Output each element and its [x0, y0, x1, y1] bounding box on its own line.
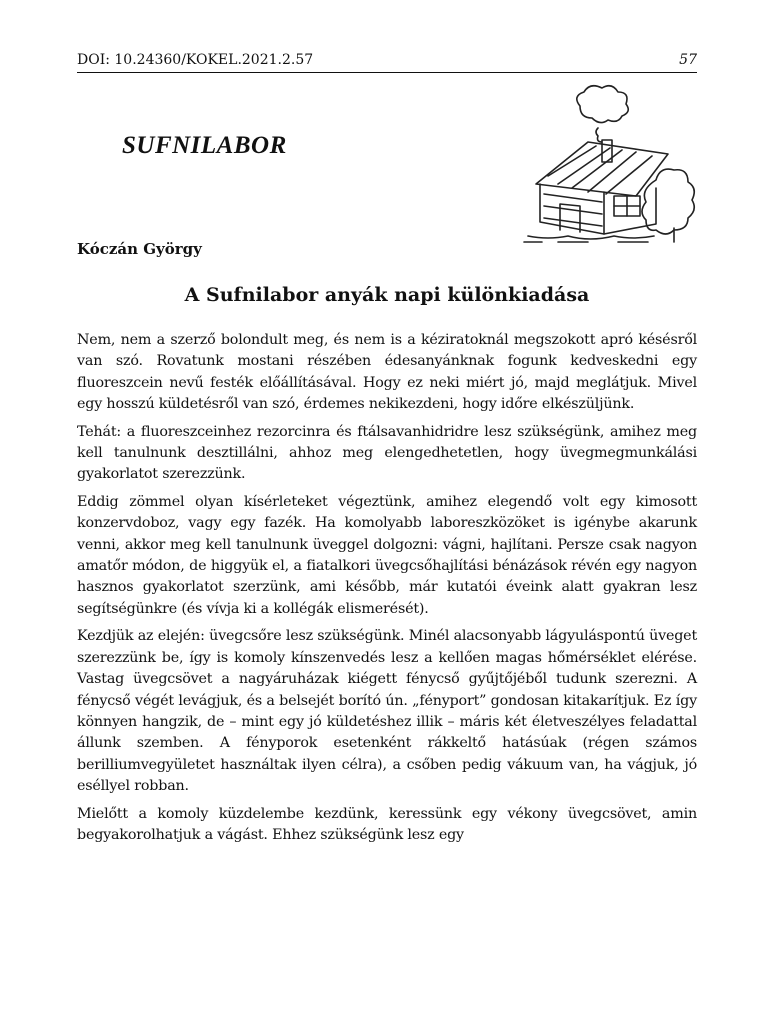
paragraph: Tehát: a fluoreszceinhez rezorcinra és ftálsavanhidridre lesz szükségünk, amihez meg kell tanulnunk desztillálni, ahhoz meg elengedhetetlen, hogy üvegmegmunkálási gyakorlatot szerezzünk. — [77, 423, 697, 483]
doi-label: DOI: 10.24360/KOKEL.2021.2.57 — [77, 52, 314, 68]
paragraph: Kezdjük az elején: üvegcsőre lesz szükségünk. Minél alacsonyabb lágyuláspontú üveget szerezzünk be, így is komoly kínszenvedés lesz a kellően magas hőmérséklet elérése. Vastag üvegcsövet a nagyáruházak kiégett fénycső gyűjtőjéből tudunk szerezni. A fénycső végét levágjuk, és a belsejét borító ún. „fényport” gondosan kitakarítjuk. Ez így könnyen hangzik, de – mint egy jó küldetéshez illik – máris két életveszélyes feladattal állunk szemben. A fényporok esetenként rákkeltő hatásúak (régen számos berilliumvegyületet használtak ilyen célra), a csőben pedig vákuum van, ha vágjuk, jó eséllyel robban. — [77, 628, 697, 795]
page-number: 57 — [679, 52, 697, 68]
running-header — [77, 52, 697, 73]
article-body — [77, 330, 697, 852]
author-name: Kóczán György — [77, 240, 202, 258]
article-title: A Sufnilabor anyák napi különkiadása — [184, 284, 590, 306]
column-title: SUFNILABOR — [122, 132, 287, 159]
shed-with-smoke-icon — [518, 84, 698, 246]
paragraph: Eddig zömmel olyan kísérleteket végeztünk, amihez elegendő volt egy kimosott konzervdoboz, vagy egy fazék. Ha komolyabb laboreszközöket is igénybe akarunk venni, akkor meg kell tanulnunk üveggel dolgozni: vágni, hajlítani. Persze csak nagyon amatőr módon, de higgyük el, a fiatalkori üvegcsőhajlítási bénázások révén egy nagyon hasznos gyakorlatot szerzünk, ami később, már kutatói éveink alatt gyakran lesz segítségünkre (és vívja ki a kollégák elismerését). — [77, 493, 697, 617]
paragraph: Nem, nem a szerző bolondult meg, és nem is a kéziratoknál megszokott apró késésről van szó. Rovatunk mostani részében édesanyánknak fogunk kedveskedni egy fluoreszcein nevű festék előállításával. Hogy ez neki miért jó, majd meglátjuk. Mivel egy hosszú küldetésről van szó, érdemes nekikezdeni, hogy időre elkészüljünk. — [77, 332, 697, 413]
paragraph: Mielőtt a komoly küzdelembe kezdünk, keressünk egy vékony üvegcsövet, amin begyakorolhatjuk a vágást. Ehhez szükségünk lesz egy — [77, 805, 697, 843]
